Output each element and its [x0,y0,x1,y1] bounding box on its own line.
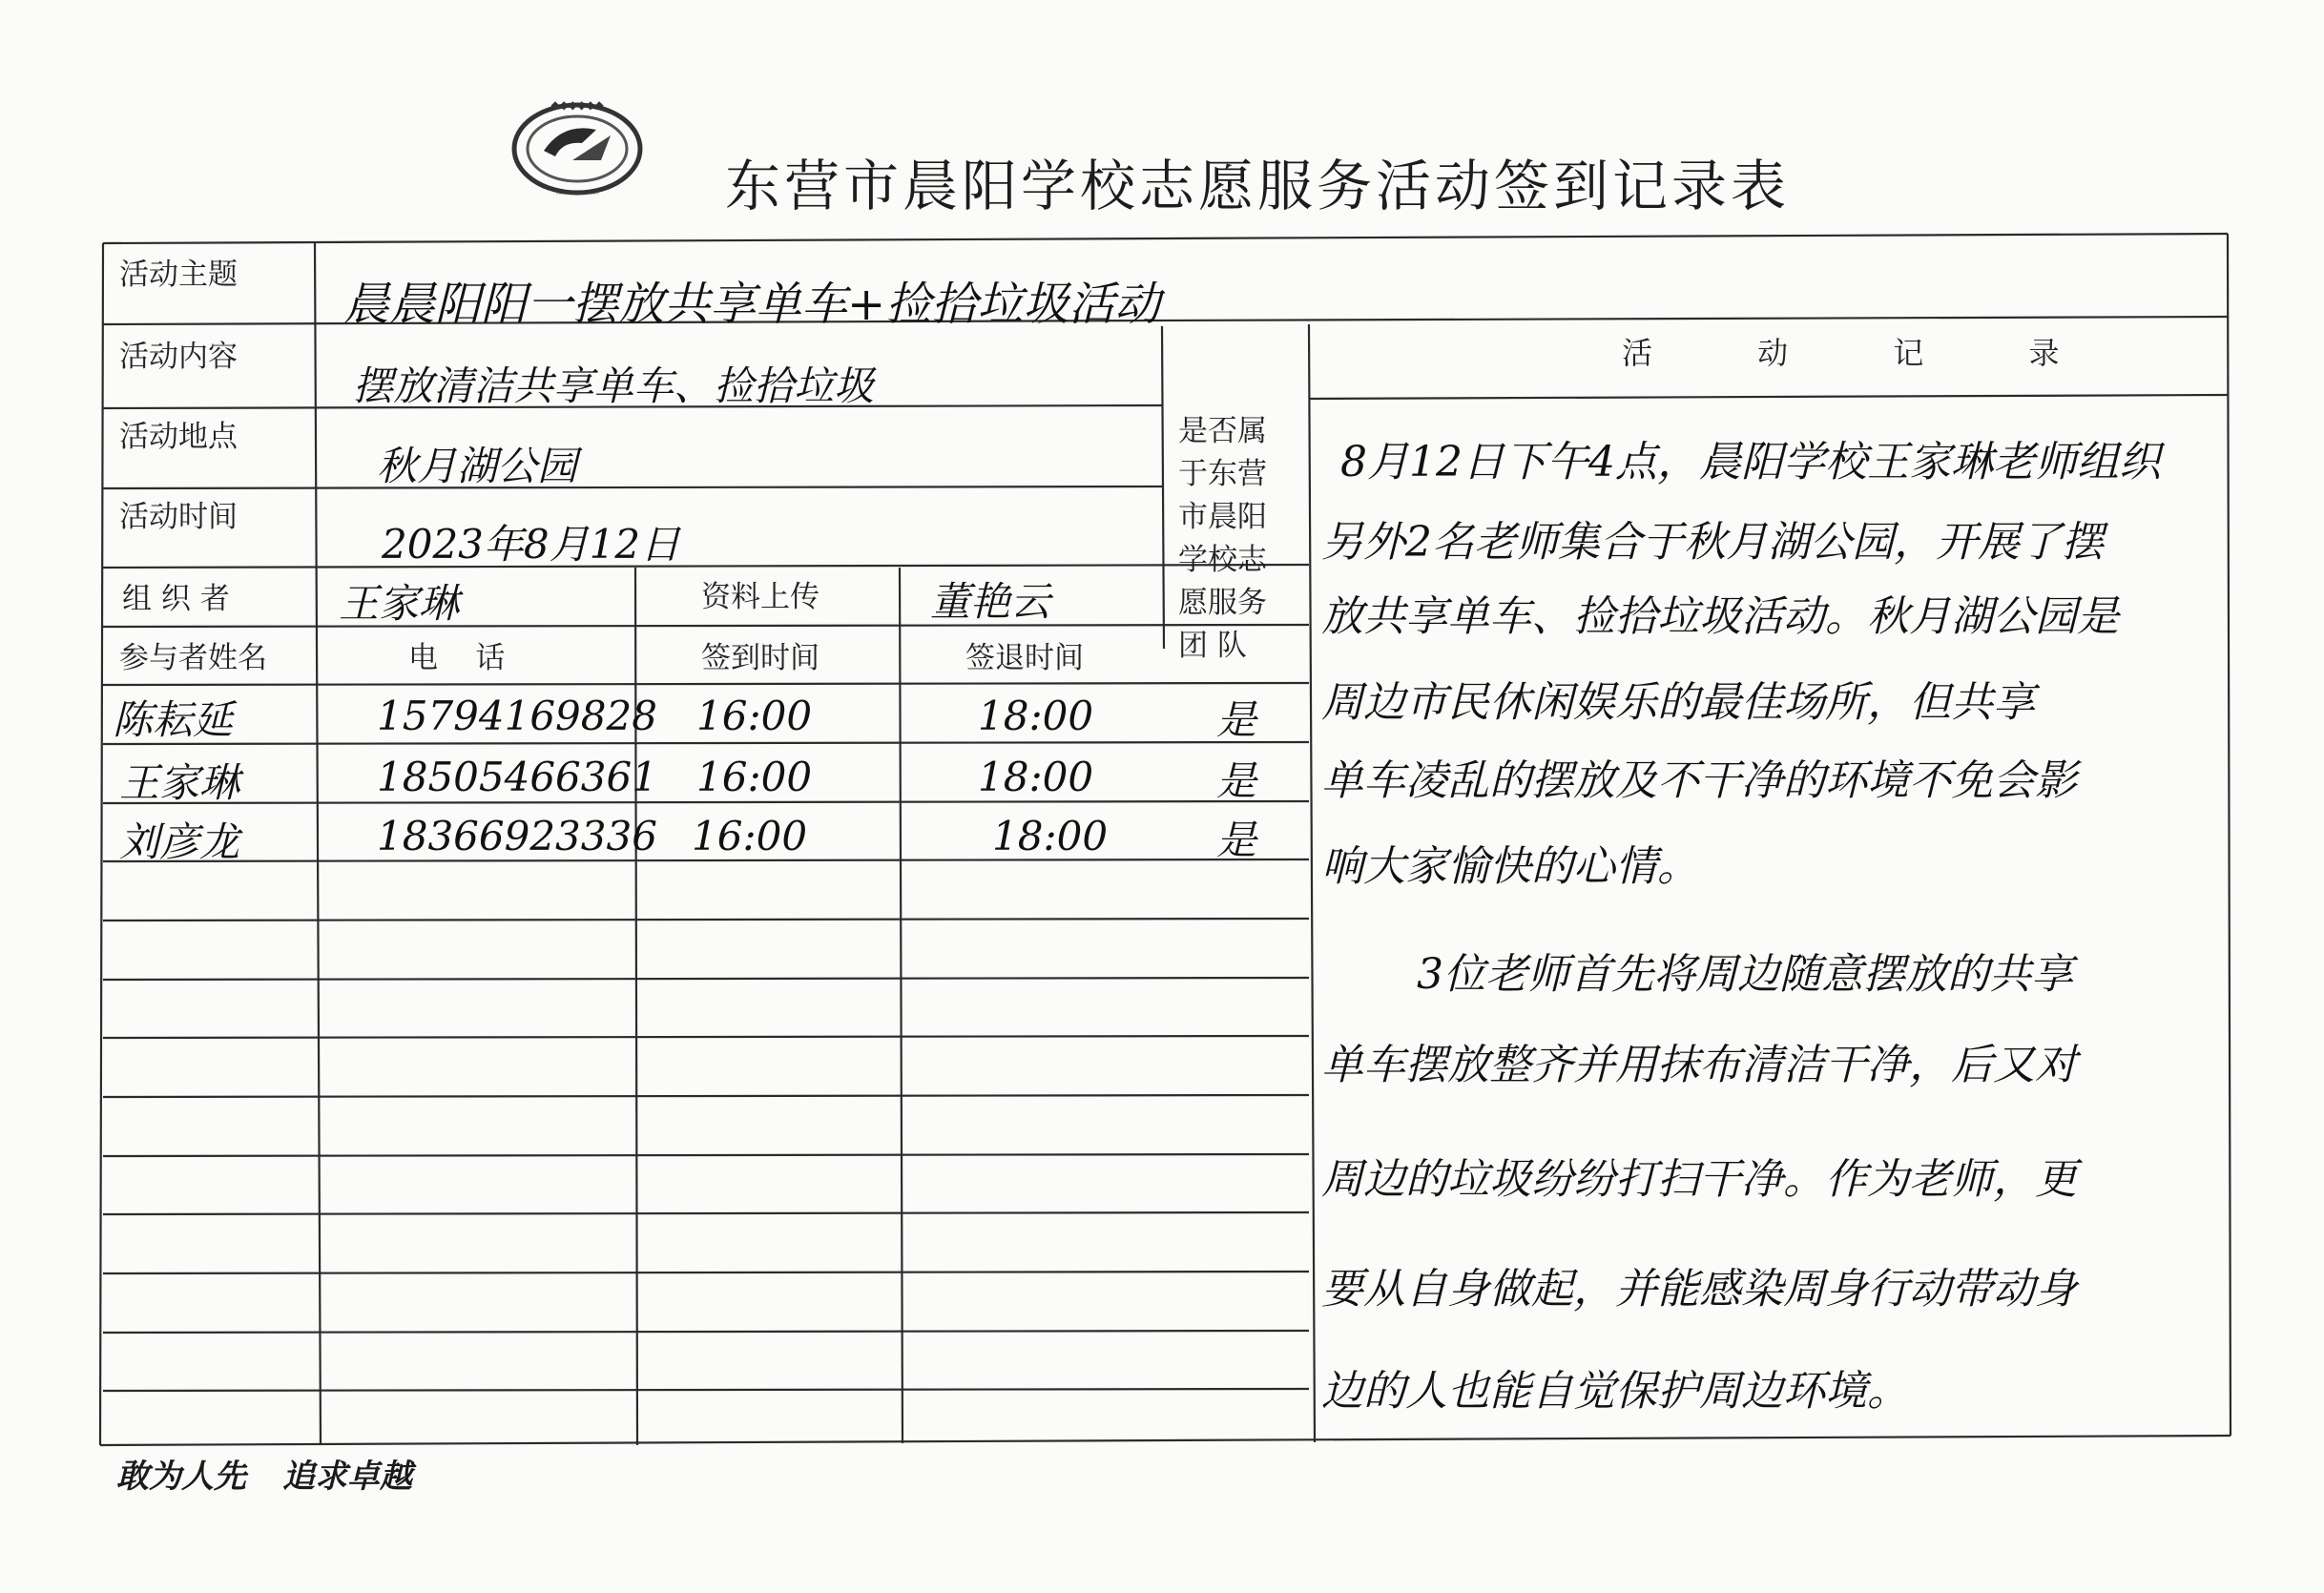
participant-phone: 18366923336 [377,813,657,859]
participant-name: 王家琳 [119,759,240,806]
record-line: 单车凌乱的摆放及不干净的环境不免会影 [1321,756,2077,805]
participant-name: 刘彦龙 [119,818,240,865]
record-line: 单车摆放整齐并用抹布清洁干净，后又对 [1321,1041,2077,1089]
label-upload: 资料上传 [701,580,820,614]
record-line: 3位老师首先将周边随意摆放的共享 [1417,950,2073,999]
participant-sign-in: 16:00 [692,813,808,859]
record-line: 响大家愉快的心情。 [1321,842,1699,891]
slogan-part-2: 追求卓越 [282,1458,412,1496]
slogan-part-1: 敢为人先 [116,1458,246,1496]
participant-sign-in: 16:00 [696,754,813,800]
participant-member: 是 [1216,817,1257,863]
participant-sign-out: 18:00 [978,693,1094,739]
label-phone: 电 话 [408,641,506,675]
participant-sign-out: 18:00 [978,754,1094,800]
footer-slogan [116,1450,448,1497]
svg-text:◆◆◆◆◆◆: ◆◆◆◆◆◆ [550,98,604,112]
page-title: 东营市晨阳学校志愿服务活动签到记录表 [725,154,1791,218]
label-sign-out: 签退时间 [965,641,1084,675]
record-line: 周边的垃圾纷纷打扫干净。作为老师，更 [1321,1155,2077,1204]
label-location: 活动地点 [119,420,238,454]
label-record: 活 动 记 录 [1622,335,2107,371]
value-theme: 晨晨阳阳一摆放共享单车+捡拾垃圾活动 [343,278,1161,331]
record-line: 周边市民休闲娱乐的最佳场所，但共享 [1321,678,2035,727]
participant-sign-in: 16:00 [696,693,813,739]
label-organizer: 组 织 者 [122,582,230,616]
participant-phone: 15794169828 [377,693,657,739]
label-sign-in: 签到时间 [701,641,820,675]
record-line: 8月12日下午4点，晨阳学校王家琳老师组织 [1340,438,2161,486]
participant-member: 是 [1216,757,1257,804]
record-line: 边的人也能自觉保护周边环境。 [1321,1367,1909,1416]
label-participant-name: 参与者姓名 [119,641,267,675]
value-time: 2023年8月12日 [382,521,681,568]
participant-sign-out: 18:00 [992,813,1109,859]
label-is-volunteer: 是否属于东营市晨阳学校志愿服务团 队 [1178,414,1267,663]
value-location: 秋月湖公园 [377,443,578,489]
value-organizer: 王家琳 [339,580,460,627]
record-line: 另外2名老师集合于秋月湖公园，开展了摆 [1321,518,2104,567]
label-content: 活动内容 [119,340,238,374]
label-theme: 活动主题 [119,258,238,292]
participant-member: 是 [1216,696,1257,743]
record-line: 放共享单车、捡拾垃圾活动。秋月湖公园是 [1321,592,2119,641]
participant-phone: 18505466361 [377,754,657,800]
svg-text:⋯⋯⋯⋯⋯: ⋯⋯⋯⋯⋯ [555,190,599,199]
label-time: 活动时间 [119,500,238,534]
value-content: 摆放清洁共享单车、捡拾垃圾 [353,362,875,409]
record-line: 要从自身做起，并能感染周身行动带动身 [1321,1265,2077,1314]
participant-name: 陈耘延 [113,696,234,743]
value-uploader: 董艳云 [930,578,1051,625]
